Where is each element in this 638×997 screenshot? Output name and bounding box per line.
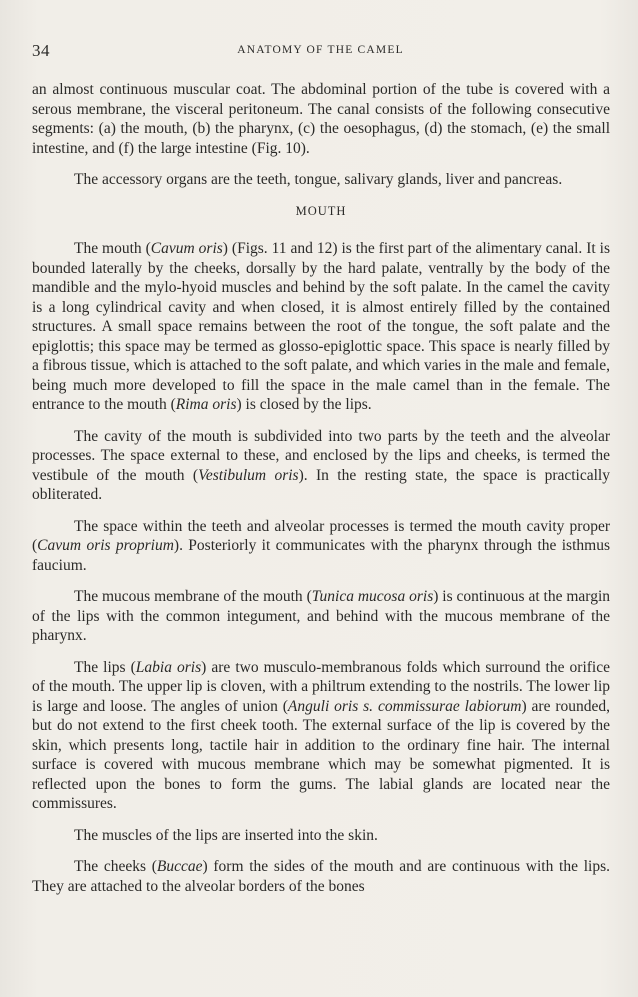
latin-term: Tunica mucosa oris [311,588,434,605]
text-run: ) (Figs. 11 and 12) is the first part of the alimentary canal. It is bounded laterally by the cheeks, dorsally by the hard palate, ventrally by the body of the mandible and the mylo-hyoid muscles and behind by the soft palate. In the camel the cavity is a long cylindrical cavity and when closed, it is almost entirely filled by the contained structures. A small space remains between the root of the tongue, the soft palate and the epiglottis; this space may be termed as glosso-epiglottic space. This space is nearly filled by a fibrous tissue, which is attached to the soft palate, and which varies in the male and female, being much more developed to fill the space in the male camel than in the female. The entrance to the mouth ( [32,240,610,413]
section-heading-mouth: MOUTH [295,203,347,218]
page-number: 34 [32,41,50,60]
text-run: ) form the sides of the mouth and are continuous with the lips. They are attached to the alveolar borders of the bones [32,858,610,895]
paragraph-alimentary-canal-segments: an almost continuous muscular coat. The abdominal portion of the tube is covered with a serous membrane, the visceral peritoneum. The canal consists of the following consecutive segments: (a) the mouth, (b) the pharynx, (c) the oesophagus, (d) the stomach, (e) the small intestine, and (f) the large intestine (Fig. 10). [32,81,610,157]
paragraph-mouth-cavity-proper [32,517,610,576]
text-run: ). Posteriorly it communicates with the pharynx through the isthmus faucium. [32,537,610,574]
page-body [32,80,610,908]
text-run: The mouth ( [74,240,151,257]
paragraph-mouth-cavity [32,427,610,505]
paragraph-cheeks [32,857,610,896]
latin-term: Rima oris [175,396,237,413]
text-run: The lips ( [74,658,136,676]
paragraph-lip-muscles: The muscles of the lips are inserted into the skin. [74,826,378,844]
latin-term: Cavum oris [150,240,223,257]
latin-term: Cavum oris proprium [37,537,174,554]
latin-term: Vestibulum oris [198,466,299,484]
text-run: The space within the teeth and alveolar processes is termed the mouth cavity proper ( [32,517,610,554]
text-run: ) is continuous at the margin of the lips with the common integument, and behind with the mucous membrane of the pharynx. [32,588,610,644]
text-run: The mucous membrane of the mouth ( [74,588,312,605]
paragraph-accessory-organs: The accessory organs are the teeth, tongue, salivary glands, liver and pancreas. [74,171,563,188]
running-head [32,41,609,61]
running-title: ANATOMY OF THE CAMEL [237,44,404,56]
text-run: ) are two musculo-membranous folds which surround the orifice of the mouth. The upper lip is cloven, with a philtrum extending to the nostrils. The lower lip is large and loose. The angles of union ( [32,658,610,715]
text-run: ) is closed by the lips. [236,396,372,413]
paragraph-mucous-membrane [32,587,610,646]
paragraph-mouth [32,239,610,415]
text-run: The cheeks ( [74,858,157,875]
text-run: The cavity of the mouth is subdivided into two parts by the teeth and the alveolar processes. The space external to these, and enclosed by the lips and cheeks, is termed the vestibule of the mouth ( [32,427,610,484]
text-run: ). In the resting state, the space is practically obliterated. [32,466,610,503]
paragraph-lips [32,658,610,814]
latin-term: Labia oris [135,658,202,676]
text-run: ) are rounded, but do not extend to the first cheek tooth. The external surface of the lip is covered by the skin, which presents long, tactile hair in addition to the ordinary fine hair. The internal surface is covered with mucous membrane which may be somewhat pigmented. It is reflected upon the bones to form the gums. The labial glands are located near the commissures. [32,697,611,812]
latin-term: Buccae [156,858,203,875]
latin-term: Anguli oris s. commissurae labiorum [287,697,522,715]
